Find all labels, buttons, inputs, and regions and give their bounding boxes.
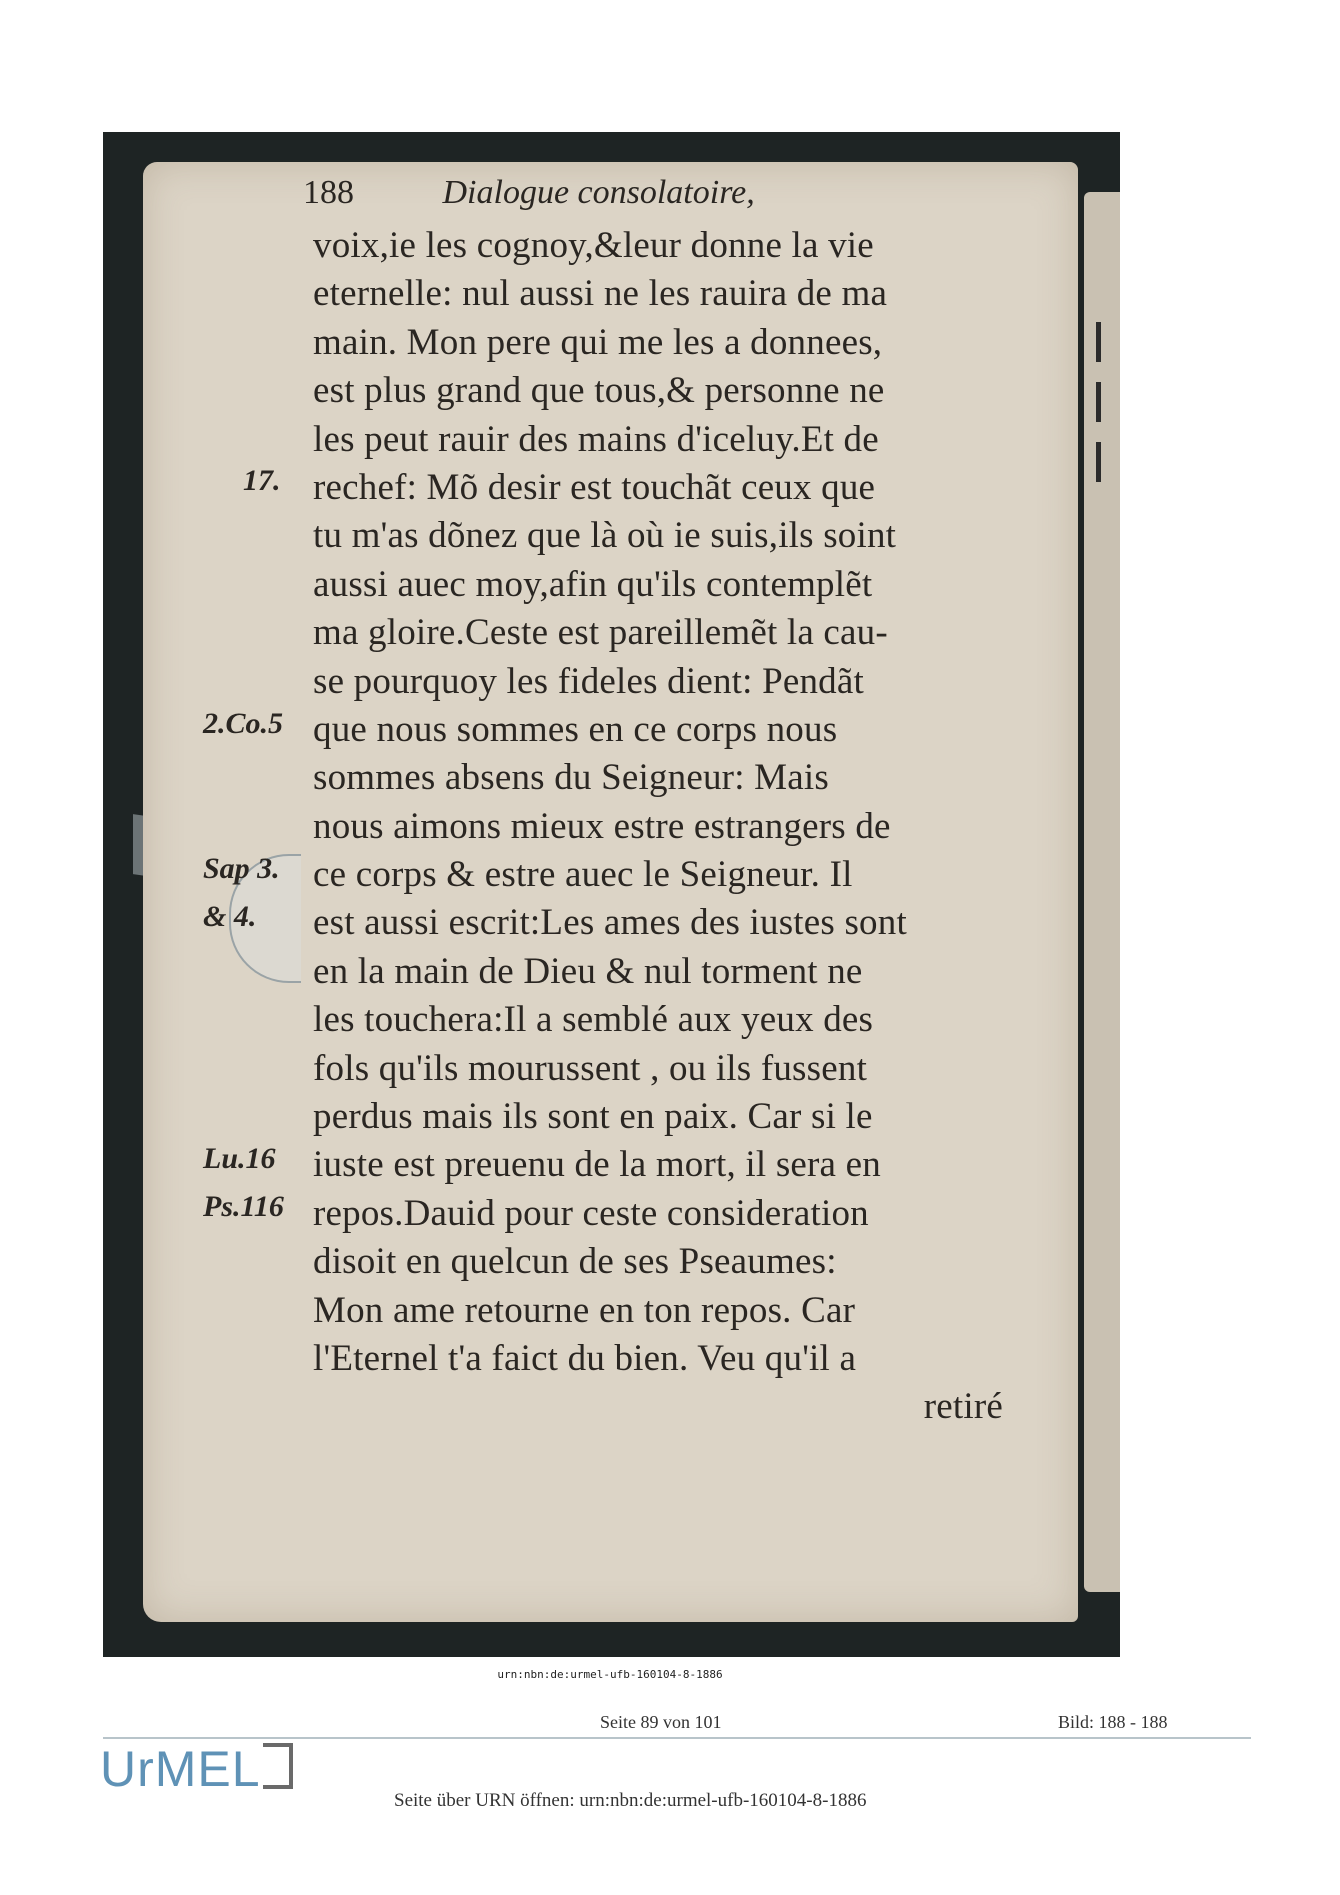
text-line: ce corps & estre auec le Seigneur. Il — [313, 854, 853, 896]
footer-divider — [103, 1737, 1251, 1739]
facing-page-edge — [1084, 192, 1120, 1592]
margin-note-ps116: Ps.116 — [203, 1190, 284, 1223]
margin-note-and4: & 4. — [203, 900, 257, 933]
text-line: que nous sommes en ce corps nous — [313, 708, 838, 750]
text-line: perdus mais ils sont en paix. Car si le — [313, 1096, 873, 1138]
text-line: en la main de Dieu & nul torment ne — [313, 950, 863, 992]
text-line: aussi auec moy,afin qu'ils contemplẽt — [313, 563, 873, 605]
running-head — [303, 174, 755, 212]
margin-note-17: 17. — [243, 464, 281, 497]
logo-bracket-icon — [263, 1743, 293, 1789]
urn-identifier: urn:nbn:de:urmel-ufb-160104-8-1886 — [497, 1668, 723, 1681]
running-title: Dialogue consolatoire, — [442, 174, 755, 211]
text-line: Mon ame retourne en ton repos. Car — [313, 1289, 856, 1331]
text-line: disoit en quelcun de ses Pseaumes: — [313, 1241, 837, 1283]
text-line: iuste est preuenu de la mort, il sera en — [313, 1144, 881, 1186]
urmel-logo — [100, 1740, 293, 1798]
urn-link[interactable]: Seite über URN öffnen: urn:nbn:de:urmel-ufb-160104-8-1886 — [394, 1790, 867, 1811]
image-counter: Bild: 188 - 188 — [1058, 1712, 1168, 1732]
text-line: fols qu'ils mourussent , ou ils fussent — [313, 1047, 868, 1089]
text-line: est plus grand que tous,& personne ne — [313, 370, 885, 412]
margin-note-2co5: 2.Co.5 — [203, 707, 284, 740]
text-line: sommes absens du Seigneur: Mais — [313, 757, 829, 799]
scanned-page-image — [103, 132, 1120, 1657]
text-line: main. Mon pere qui me les a donnees, — [313, 321, 883, 363]
text-line: ma gloire.Ceste est pareillemẽt la cau- — [313, 612, 888, 654]
margin-note-sap3: Sap 3. — [203, 852, 280, 885]
text-line: est aussi escrit:Les ames des iustes sont — [313, 902, 907, 944]
book-page-number: 188 — [303, 174, 354, 211]
catchword: retiré — [923, 1386, 1003, 1428]
text-line: voix,ie les cognoy,&leur donne la vie — [313, 225, 874, 266]
text-line: eternelle: nul aussi ne les rauira de ma — [313, 273, 888, 315]
text-line: tu m'as dõnez que là où ie suis,ils soint — [313, 515, 897, 557]
page-counter: Seite 89 von 101 — [600, 1712, 722, 1732]
text-line: repos.Dauid pour ceste consideration — [313, 1192, 869, 1234]
text-line: se pourquoy les fideles dient: Pendãt — [313, 660, 864, 702]
text-line: l'Eternel t'a faict du bien. Veu qu'il a — [313, 1337, 857, 1379]
text-line: les peut rauir des mains d'iceluy.Et de — [313, 418, 879, 460]
logo-text: UrMEL — [100, 1741, 261, 1797]
margin-note-lu16: Lu.16 — [203, 1142, 276, 1175]
text-line: les touchera:Il a semblé aux yeux des — [313, 999, 874, 1041]
body-text — [313, 222, 1003, 1432]
text-line: rechef: Mõ desir est touchãt ceux que — [313, 466, 876, 508]
text-line: nous aimons mieux estre estrangers de — [313, 805, 891, 847]
